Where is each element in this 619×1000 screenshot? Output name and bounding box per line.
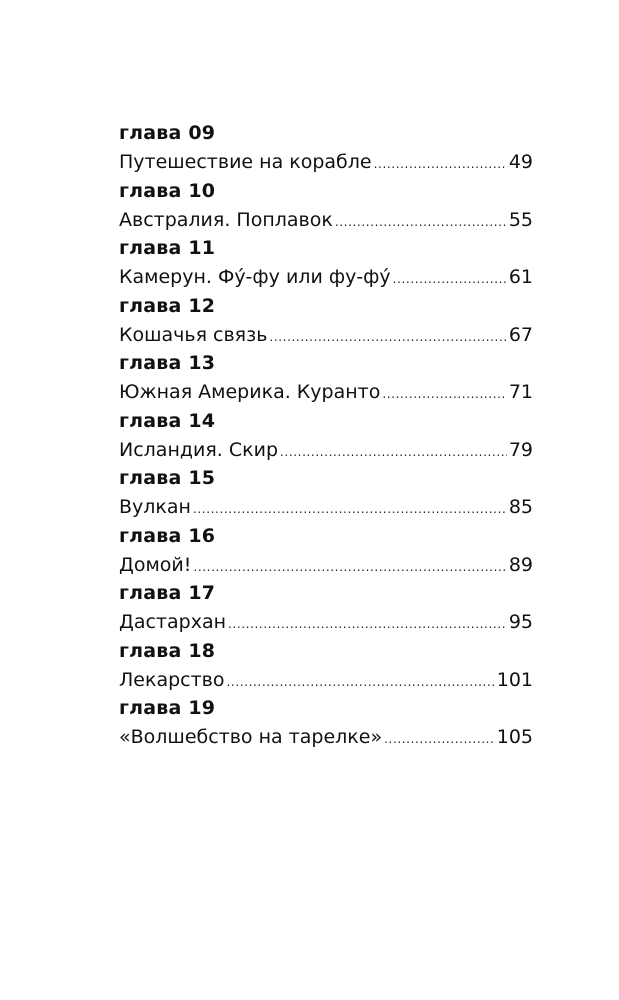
entry-title: Исландия. Скир — [119, 438, 279, 461]
entry-title: Путешествие на корабле — [119, 151, 372, 173]
dot-leader — [374, 150, 507, 178]
dot-leader — [227, 668, 495, 696]
entry-title: «Волшебство на тарелке» — [119, 726, 383, 748]
chapter-label: глава 13 — [119, 352, 216, 374]
toc-entry[interactable] — [119, 378, 533, 406]
toc-chapter-11 — [119, 234, 533, 292]
dot-leader — [280, 438, 507, 466]
dot-leader — [393, 265, 507, 293]
page-number: 101 — [496, 668, 533, 691]
toc-chapter-14 — [119, 407, 533, 465]
chapter-label: глава 09 — [119, 122, 216, 144]
page-number: 61 — [508, 266, 533, 288]
chapter-label: глава 12 — [119, 294, 216, 317]
chapter-label: глава 10 — [119, 179, 216, 202]
page-number: 89 — [508, 553, 533, 576]
entry-title: Южная Америка. Куранто — [119, 381, 381, 403]
entry-title: Австралия. Поплавок — [119, 208, 333, 231]
dot-leader — [384, 725, 495, 753]
toc-entry[interactable] — [119, 666, 533, 694]
toc-chapter-10 — [119, 177, 533, 235]
toc-entry[interactable] — [119, 321, 533, 349]
entry-title: Лекарство — [119, 668, 225, 691]
dot-leader — [269, 323, 506, 351]
dot-leader — [193, 495, 507, 523]
table-of-contents — [119, 119, 533, 752]
toc-chapter-16 — [119, 522, 533, 580]
toc-chapter-17 — [119, 579, 533, 637]
dot-leader — [335, 208, 507, 236]
dot-leader — [193, 553, 506, 581]
toc-chapter-19 — [119, 694, 533, 752]
page-number: 67 — [508, 323, 533, 346]
toc-chapter-12 — [119, 292, 533, 350]
chapter-label: глава 16 — [119, 524, 216, 547]
chapter-label: глава 18 — [119, 639, 216, 662]
chapter-label: глава 17 — [119, 582, 216, 604]
toc-chapter-15 — [119, 464, 533, 522]
toc-entry[interactable] — [119, 263, 533, 291]
entry-title: Кошачья связь — [119, 323, 268, 346]
entry-title: Камерун. Фу́-фу или фу-фу́ — [119, 266, 391, 288]
toc-chapter-09 — [119, 119, 533, 177]
toc-entry[interactable] — [119, 551, 533, 579]
page-number: 55 — [508, 208, 533, 231]
page-number: 71 — [508, 381, 533, 403]
page-number: 105 — [496, 726, 533, 748]
chapter-label: глава 19 — [119, 697, 216, 719]
toc-entry[interactable] — [119, 493, 533, 521]
dot-leader — [382, 380, 506, 408]
toc-entry[interactable] — [119, 436, 533, 464]
chapter-label: глава 14 — [119, 409, 216, 432]
chapter-label: глава 15 — [119, 467, 216, 489]
toc-entry[interactable] — [119, 608, 533, 636]
entry-title: Дастархан — [119, 611, 227, 633]
toc-entry[interactable] — [119, 148, 533, 176]
chapter-label: глава 11 — [119, 237, 216, 259]
page-number: 49 — [508, 151, 533, 173]
entry-title: Вулкан — [119, 496, 191, 518]
entry-title: Домой! — [119, 553, 192, 576]
page-number: 79 — [508, 438, 533, 461]
page-number: 85 — [508, 496, 533, 518]
toc-entry[interactable] — [119, 723, 533, 751]
toc-chapter-18 — [119, 637, 533, 695]
toc-chapter-13 — [119, 349, 533, 407]
dot-leader — [228, 610, 507, 638]
toc-entry[interactable] — [119, 206, 533, 234]
page-number: 95 — [508, 611, 533, 633]
